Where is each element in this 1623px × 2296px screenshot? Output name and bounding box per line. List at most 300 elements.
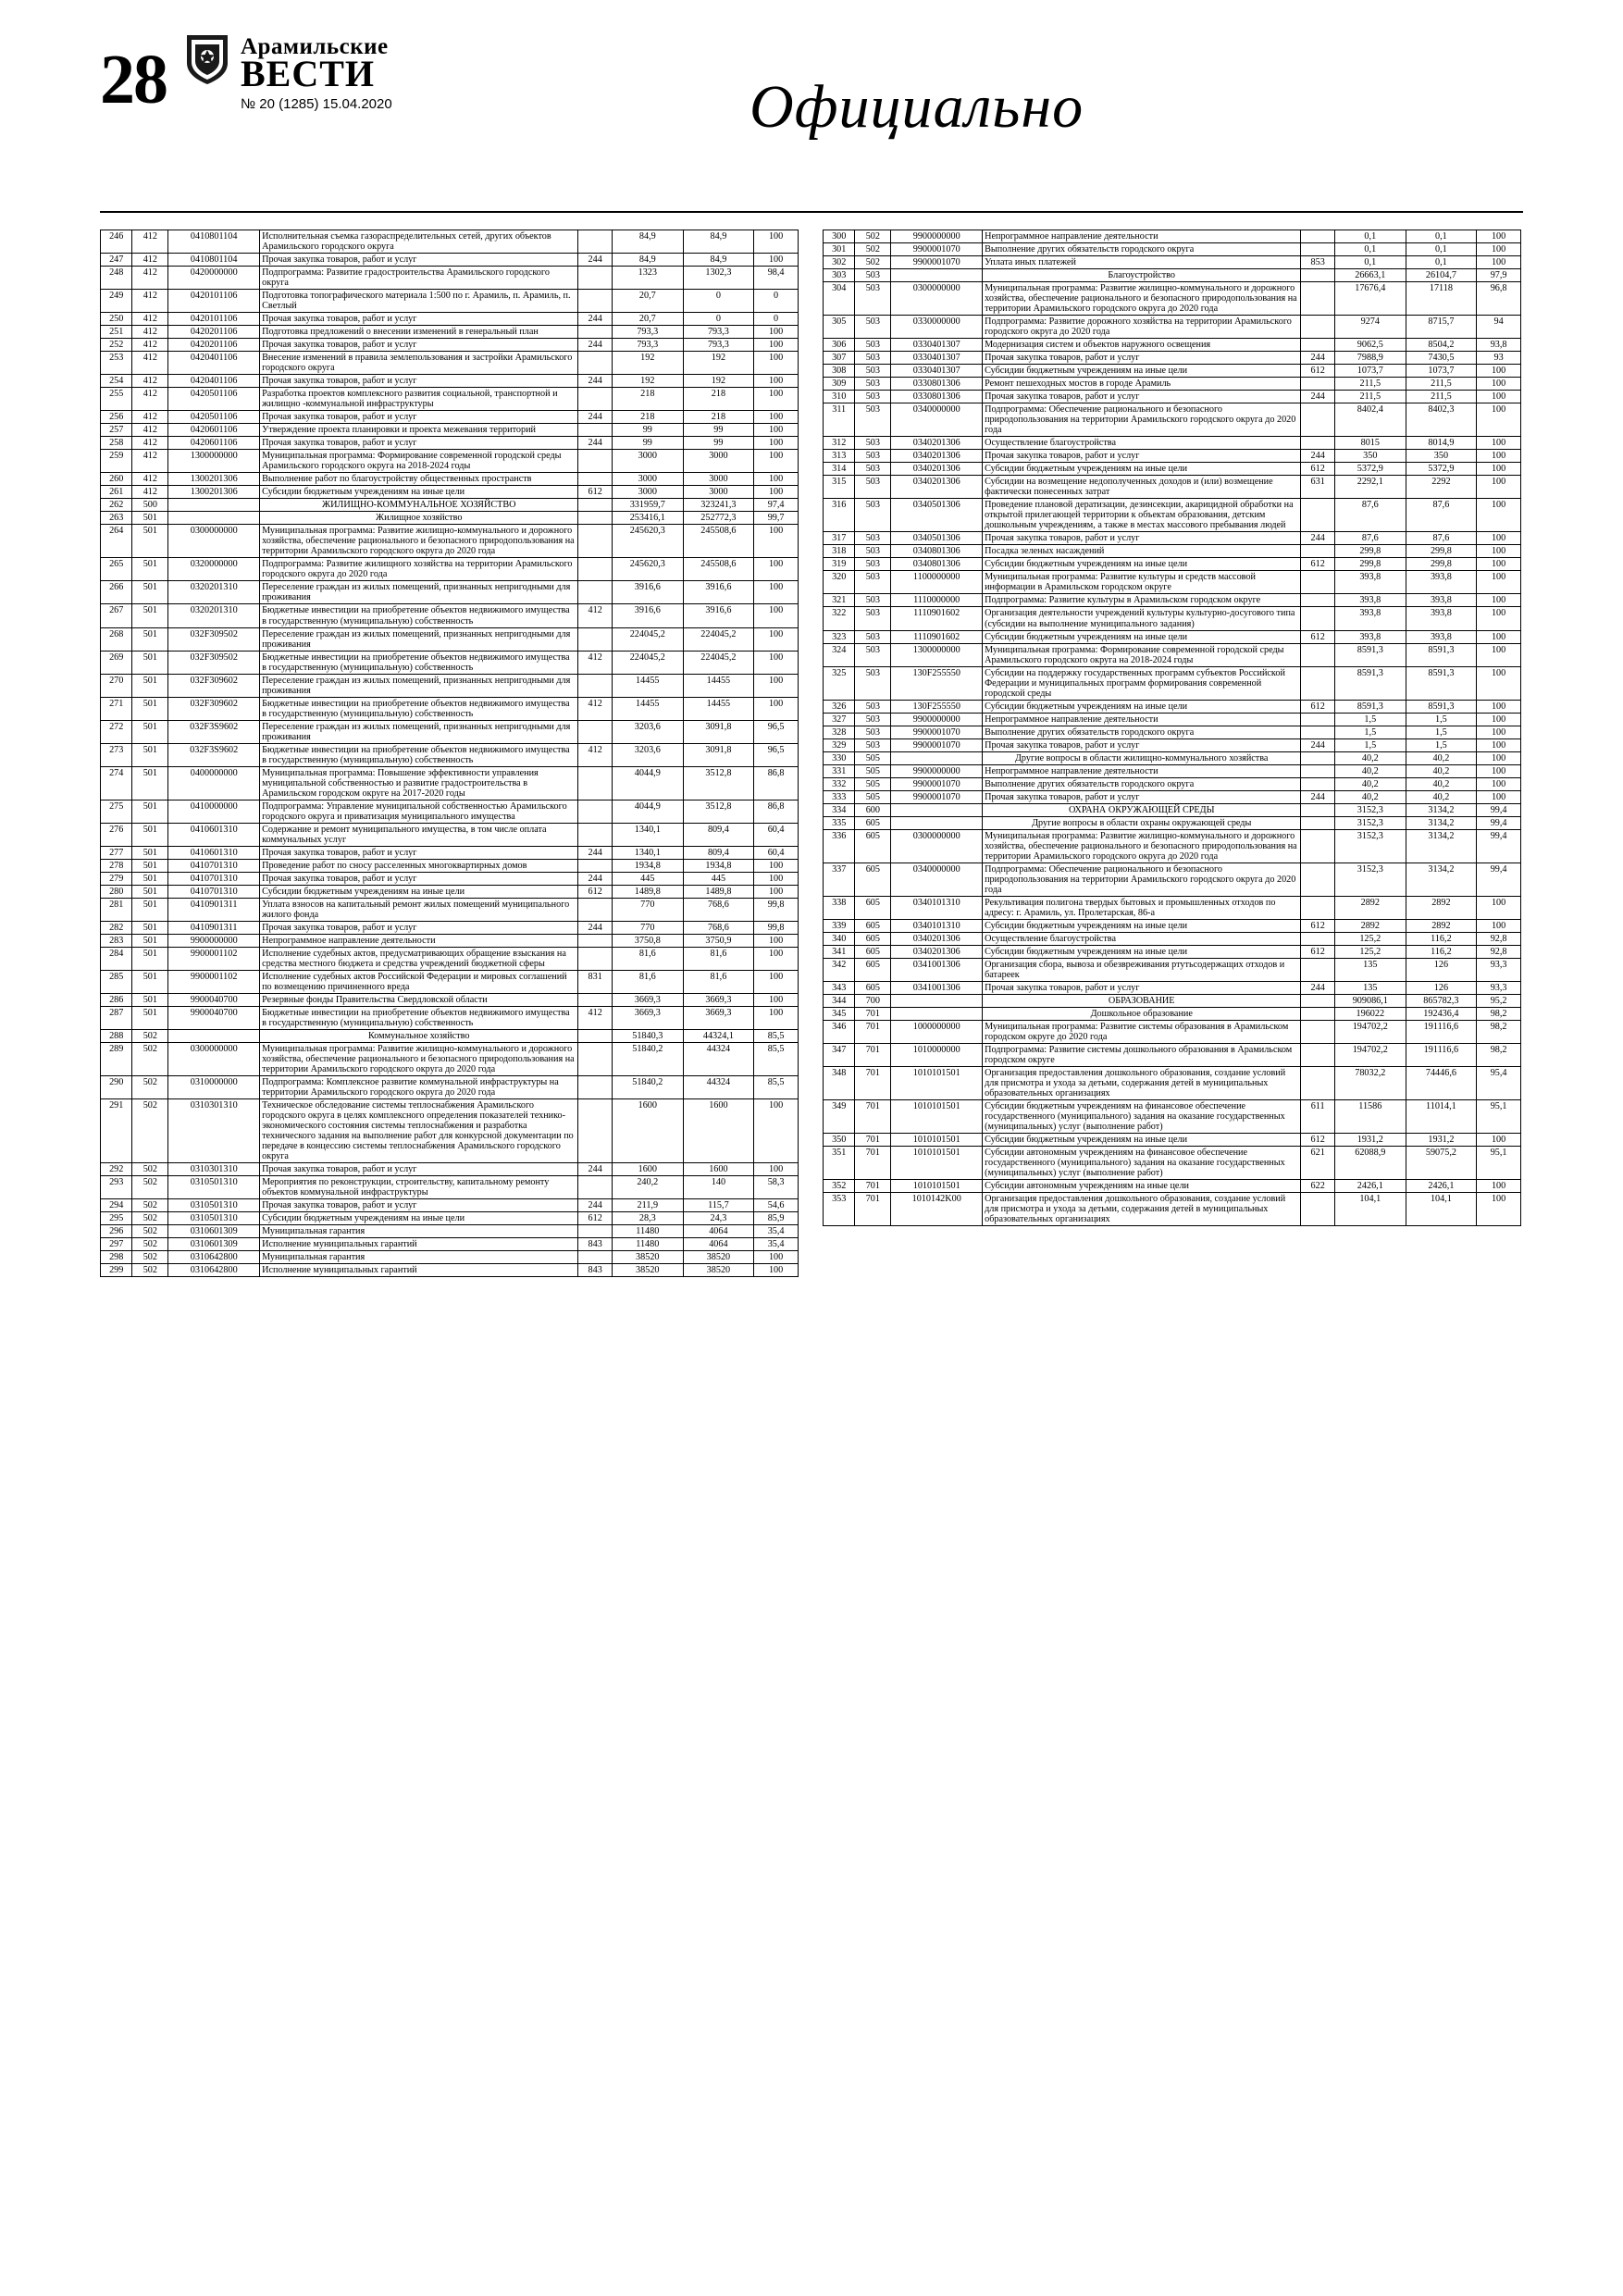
- table-cell: 1010101501: [891, 1180, 983, 1193]
- table-cell: 211,5: [1406, 378, 1477, 391]
- table-cell: 412: [132, 388, 168, 411]
- table-cell: [578, 326, 613, 339]
- table-row: [824, 777, 1521, 790]
- table-cell: 612: [1301, 945, 1335, 958]
- table-cell: 317: [824, 532, 855, 545]
- table-cell: ЖИЛИЩНО-КОММУНАЛЬНОЕ ХОЗЯЙСТВО: [260, 499, 578, 512]
- table-cell: ОХРАНА ОКРУЖАЮЩЕЙ СРЕДЫ: [983, 803, 1301, 816]
- table-row: [101, 375, 799, 388]
- table-row: [824, 352, 1521, 365]
- table-cell: Субсидии бюджетным учреждениям на иные цели: [983, 919, 1301, 932]
- table-cell: 44324: [683, 1043, 754, 1076]
- table-cell: Подпрограмма: Обеспечение рационального и безопасного природопользования на территории Арамильского городского округа до 2020 года: [983, 403, 1301, 437]
- table-cell: 412: [132, 473, 168, 486]
- table-cell: 1010000000: [891, 1044, 983, 1067]
- table-cell: 224045,2: [683, 627, 754, 651]
- table-cell: 246: [101, 230, 132, 254]
- table-cell: [1301, 1067, 1335, 1100]
- table-cell: 412: [132, 267, 168, 290]
- table-cell: Содержание и ремонт муниципального имущества, в том числе оплата коммунальных услуг: [260, 823, 578, 846]
- table-cell: 74446,6: [1406, 1067, 1477, 1100]
- table-cell: 323241,3: [683, 499, 754, 512]
- table-cell: 0310501310: [168, 1176, 260, 1199]
- table-row: [101, 898, 799, 921]
- table-row: [101, 1163, 799, 1176]
- table-row: [101, 800, 799, 823]
- table-cell: 501: [132, 846, 168, 859]
- table-row: [824, 391, 1521, 403]
- table-cell: 0410801104: [168, 230, 260, 254]
- table-cell: 324: [824, 643, 855, 666]
- table-cell: 300: [824, 230, 855, 243]
- table-row: [101, 1251, 799, 1264]
- table-cell: 503: [855, 594, 891, 607]
- table-cell: 274: [101, 766, 132, 800]
- table-cell: Бюджетные инвестиции на приобретение объектов недвижимого имущества в государственную (муниципальную) собственность: [260, 697, 578, 720]
- table-cell: 192: [683, 352, 754, 375]
- table-row: [824, 1067, 1521, 1100]
- table-cell: Выполнение других обязательств городского округа: [983, 243, 1301, 256]
- table-cell: 3091,8: [683, 720, 754, 743]
- table-cell: 0: [683, 290, 754, 313]
- table-cell: Ремонт пешеходных мостов в городе Арамиль: [983, 378, 1301, 391]
- table-cell: 9900001070: [891, 777, 983, 790]
- table-cell: 192436,4: [1406, 1008, 1477, 1021]
- table-cell: 40,2: [1406, 777, 1477, 790]
- table-cell: 352: [824, 1180, 855, 1193]
- table-cell: 0330000000: [891, 316, 983, 339]
- table-cell: 0410901311: [168, 921, 260, 934]
- table-row: [824, 958, 1521, 981]
- table-cell: Прочая закупка товаров, работ и услуг: [260, 1163, 578, 1176]
- table-cell: [1301, 499, 1335, 532]
- table-cell: Муниципальная программа: Формирование современной городской среды Арамильского городского округа на 2018-2024 годы: [983, 643, 1301, 666]
- table-cell: 244: [578, 375, 613, 388]
- table-cell: 612: [1301, 558, 1335, 571]
- table-cell: 99: [683, 424, 754, 437]
- table-cell: 032F309602: [168, 674, 260, 697]
- table-cell: 0330401307: [891, 352, 983, 365]
- table-cell: 100: [1477, 630, 1521, 643]
- table-row: [101, 743, 799, 766]
- table-cell: 20,7: [612, 313, 683, 326]
- table-cell: 8015: [1334, 437, 1406, 450]
- table-cell: 81,6: [683, 947, 754, 970]
- table-row: [824, 476, 1521, 499]
- table-cell: 297: [101, 1238, 132, 1251]
- table-cell: Субсидии бюджетным учреждениям на иные цели: [260, 486, 578, 499]
- table-cell: 700: [855, 994, 891, 1007]
- table-cell: Прочая закупка товаров, работ и услуг: [260, 1199, 578, 1212]
- table-cell: [578, 1030, 613, 1043]
- table-cell: 84,9: [683, 254, 754, 267]
- table-cell: 0310642800: [168, 1251, 260, 1264]
- table-cell: 701: [855, 1044, 891, 1067]
- table-cell: 770: [612, 921, 683, 934]
- table-cell: 115,7: [683, 1199, 754, 1212]
- table-cell: 26104,7: [1406, 269, 1477, 282]
- table-row: [101, 885, 799, 898]
- table-row: [101, 604, 799, 627]
- table-cell: 299: [101, 1264, 132, 1277]
- table-cell: 502: [132, 1076, 168, 1099]
- table-cell: 412: [132, 450, 168, 473]
- table-cell: 272: [101, 720, 132, 743]
- table-cell: 793,3: [683, 326, 754, 339]
- table-cell: Прочая закупка товаров, работ и услуг: [260, 254, 578, 267]
- table-cell: 94: [1477, 316, 1521, 339]
- table-cell: 0330801306: [891, 378, 983, 391]
- table-cell: Переселение граждан из жилых помещений, признанных непригодными для проживания: [260, 627, 578, 651]
- table-cell: 505: [855, 777, 891, 790]
- table-cell: 501: [132, 558, 168, 581]
- table-cell: 100: [1477, 378, 1521, 391]
- table-cell: Подпрограмма: Развитие системы дошкольного образования в Арамильском городском округе: [983, 1044, 1301, 1067]
- table-cell: 503: [855, 450, 891, 463]
- table-cell: [1301, 816, 1335, 829]
- table-row: [824, 532, 1521, 545]
- table-cell: 501: [132, 970, 168, 993]
- table-cell: 93,3: [1477, 958, 1521, 981]
- table-cell: 393,8: [1406, 630, 1477, 643]
- table-cell: [578, 674, 613, 697]
- table-cell: 1600: [612, 1163, 683, 1176]
- table-cell: 245620,3: [612, 558, 683, 581]
- table-cell: 3512,8: [683, 766, 754, 800]
- table-cell: Непрограммное направление деятельности: [983, 230, 1301, 243]
- table-cell: 5372,9: [1334, 463, 1406, 476]
- table-cell: 339: [824, 919, 855, 932]
- table-cell: 2892: [1406, 896, 1477, 919]
- table-cell: 318: [824, 545, 855, 558]
- table-cell: 502: [132, 1030, 168, 1043]
- table-cell: 346: [824, 1021, 855, 1044]
- table-row: [101, 326, 799, 339]
- table-cell: 104,1: [1334, 1193, 1406, 1226]
- table-row: [101, 872, 799, 885]
- table-cell: Бюджетные инвестиции на приобретение объектов недвижимого имущества в государственную (муниципальную) собственность: [260, 1007, 578, 1030]
- table-cell: 294: [101, 1199, 132, 1212]
- table-cell: 501: [132, 947, 168, 970]
- table-cell: Муниципальная программа: Развитие жилищно-коммунального и дорожного хозяйства, обеспечение рационального и безопасного природопользования на территории Арамильского городского округа до 2020 года: [260, 1043, 578, 1076]
- table-cell: Переселение граждан из жилых помещений, признанных непригодными для проживания: [260, 674, 578, 697]
- table-cell: 502: [855, 243, 891, 256]
- table-cell: 135: [1334, 981, 1406, 994]
- table-cell: 100: [1477, 751, 1521, 764]
- table-cell: 0340000000: [891, 863, 983, 896]
- table-cell: 100: [1477, 256, 1521, 269]
- table-cell: 84,9: [612, 254, 683, 267]
- table-cell: 345: [824, 1008, 855, 1021]
- table-cell: 605: [855, 816, 891, 829]
- table-cell: [1301, 751, 1335, 764]
- table-cell: 502: [855, 256, 891, 269]
- table-cell: 211,5: [1334, 391, 1406, 403]
- table-cell: [578, 720, 613, 743]
- table-row: [824, 282, 1521, 316]
- table-cell: 244: [578, 921, 613, 934]
- table-cell: 1110901602: [891, 630, 983, 643]
- table-row: [824, 1008, 1521, 1021]
- table-cell: Муниципальная гарантия: [260, 1225, 578, 1238]
- table-cell: 1600: [683, 1099, 754, 1163]
- table-cell: 502: [132, 1264, 168, 1277]
- table-cell: 100: [1477, 896, 1521, 919]
- table-cell: 0340801306: [891, 558, 983, 571]
- table-cell: 326: [824, 700, 855, 713]
- table-cell: 59075,2: [1406, 1147, 1477, 1180]
- table-cell: 35,4: [754, 1225, 799, 1238]
- table-cell: 81,6: [612, 947, 683, 970]
- table-cell: 501: [132, 766, 168, 800]
- table-cell: 412: [132, 326, 168, 339]
- table-cell: 503: [855, 571, 891, 594]
- table-cell: 605: [855, 829, 891, 863]
- table-cell: 770: [612, 898, 683, 921]
- table-cell: Подпрограмма: Развитие жилищного хозяйства на территории Арамильского городского округа до 2020 года: [260, 558, 578, 581]
- table-cell: 38520: [612, 1251, 683, 1264]
- table-cell: 3134,2: [1406, 803, 1477, 816]
- table-cell: 135: [1334, 958, 1406, 981]
- table-cell: 4064: [683, 1225, 754, 1238]
- table-cell: 261: [101, 486, 132, 499]
- table-cell: 3669,3: [683, 1007, 754, 1030]
- table-cell: 24,3: [683, 1212, 754, 1225]
- table-cell: 331: [824, 764, 855, 777]
- table-cell: 1300201306: [168, 473, 260, 486]
- table-cell: 40,2: [1406, 790, 1477, 803]
- table-cell: 86,8: [754, 766, 799, 800]
- header-divider: [100, 211, 1523, 213]
- table-cell: [1301, 230, 1335, 243]
- table-cell: Подпрограмма: Развитие культуры в Арамильском городском округе: [983, 594, 1301, 607]
- table-cell: 3203,6: [612, 743, 683, 766]
- table-cell: 0420101106: [168, 313, 260, 326]
- table-row: [824, 607, 1521, 630]
- table-cell: 100: [754, 627, 799, 651]
- table-cell: Исполнительная съемка газораспределительных сетей, других объектов Арамильского городского округа: [260, 230, 578, 254]
- table-cell: 40,2: [1406, 764, 1477, 777]
- table-cell: 412: [132, 486, 168, 499]
- table-cell: Модернизация систем и объектов наружного освещения: [983, 339, 1301, 352]
- table-row: [824, 545, 1521, 558]
- table-cell: 100: [754, 674, 799, 697]
- table-cell: 8715,7: [1406, 316, 1477, 339]
- table-cell: 130F255550: [891, 666, 983, 700]
- table-cell: 99,7: [754, 512, 799, 525]
- table-cell: 3000: [612, 450, 683, 473]
- table-cell: 100: [754, 885, 799, 898]
- table-cell: 1300000000: [891, 643, 983, 666]
- table-cell: Утверждение проекта планировки и проекта межевания территорий: [260, 424, 578, 437]
- table-row: [101, 339, 799, 352]
- table-cell: 793,3: [612, 339, 683, 352]
- table-cell: 100: [754, 1251, 799, 1264]
- table-cell: 98,2: [1477, 1008, 1521, 1021]
- table-cell: 258: [101, 437, 132, 450]
- table-cell: 299,8: [1406, 545, 1477, 558]
- table-row: [101, 230, 799, 254]
- table-cell: 244: [578, 846, 613, 859]
- table-cell: 276: [101, 823, 132, 846]
- table-cell: 244: [578, 254, 613, 267]
- issue-info: № 20 (1285) 15.04.2020: [241, 96, 392, 112]
- table-cell: 505: [855, 790, 891, 803]
- table-row: [824, 932, 1521, 945]
- table-cell: 78032,2: [1334, 1067, 1406, 1100]
- table-cell: 290: [101, 1076, 132, 1099]
- table-cell: 299,8: [1406, 558, 1477, 571]
- table-cell: 9900000000: [891, 713, 983, 726]
- table-cell: 330: [824, 751, 855, 764]
- table-cell: 289: [101, 1043, 132, 1076]
- table-row: [101, 1199, 799, 1212]
- table-cell: 351: [824, 1147, 855, 1180]
- table-cell: 99,4: [1477, 863, 1521, 896]
- table-cell: Рекультивация полигона твердых бытовых и промышленных отходов по адресу: г. Арамиль, ул. Пролетарская, 86-а: [983, 896, 1301, 919]
- table-cell: 501: [132, 994, 168, 1007]
- table-cell: 3916,6: [612, 581, 683, 604]
- table-cell: 1934,8: [683, 859, 754, 872]
- table-cell: Прочая закупка товаров, работ и услуг: [983, 738, 1301, 751]
- table-cell: ОБРАЗОВАНИЕ: [983, 994, 1301, 1007]
- table-cell: 244: [1301, 450, 1335, 463]
- table-cell: 1,5: [1406, 726, 1477, 738]
- table-cell: 100: [1477, 243, 1521, 256]
- table-cell: 283: [101, 934, 132, 947]
- table-cell: 701: [855, 1134, 891, 1147]
- table-cell: 319: [824, 558, 855, 571]
- table-cell: Выполнение других обязательств городского округа: [983, 777, 1301, 790]
- table-cell: 51840,2: [612, 1076, 683, 1099]
- table-cell: 100: [754, 934, 799, 947]
- table-cell: 502: [132, 1251, 168, 1264]
- table-cell: 100: [754, 254, 799, 267]
- table-cell: [1301, 403, 1335, 437]
- table-cell: 3000: [612, 486, 683, 499]
- table-cell: [1301, 896, 1335, 919]
- table-cell: Субсидии бюджетным учреждениям на иные цели: [983, 463, 1301, 476]
- table-cell: 0: [683, 313, 754, 326]
- table-cell: 350: [1406, 450, 1477, 463]
- table-cell: 412: [132, 290, 168, 313]
- table-cell: 11480: [612, 1225, 683, 1238]
- table-cell: 1000000000: [891, 1021, 983, 1044]
- table-cell: 245508,6: [683, 525, 754, 558]
- table-cell: Исполнение муниципальных гарантий: [260, 1264, 578, 1277]
- table-cell: 218: [612, 388, 683, 411]
- table-cell: 501: [132, 823, 168, 846]
- table-row: [101, 290, 799, 313]
- table-cell: 412: [578, 1007, 613, 1030]
- table-cell: 3000: [683, 473, 754, 486]
- table-cell: 40,2: [1334, 764, 1406, 777]
- table-cell: 305: [824, 316, 855, 339]
- table-cell: [578, 267, 613, 290]
- table-cell: Организация сбора, вывоза и обезвреживания ртутьсодержащих отходов и батареек: [983, 958, 1301, 981]
- table-row: [824, 499, 1521, 532]
- table-cell: 8591,3: [1406, 666, 1477, 700]
- table-cell: 501: [132, 743, 168, 766]
- table-cell: 224045,2: [683, 651, 754, 674]
- table-cell: 329: [824, 738, 855, 751]
- table-cell: [1301, 666, 1335, 700]
- table-cell: 0320201310: [168, 604, 260, 627]
- table-cell: 100: [754, 651, 799, 674]
- table-cell: 11014,1: [1406, 1100, 1477, 1134]
- table-cell: Муниципальная программа: Повышение эффективности управления муниципальной собственностью и развитие градостроительства в Арамильском городском округе на 2017-2020 годы: [260, 766, 578, 800]
- table-cell: 247: [101, 254, 132, 267]
- table-cell: 0410701310: [168, 885, 260, 898]
- table-cell: [578, 859, 613, 872]
- table-cell: 701: [855, 1100, 891, 1134]
- table-row: [101, 1076, 799, 1099]
- table-cell: 100: [1477, 403, 1521, 437]
- table-cell: 325: [824, 666, 855, 700]
- table-cell: Бюджетные инвестиции на приобретение объектов недвижимого имущества в государственную (муниципальную) собственность: [260, 604, 578, 627]
- table-cell: 0,1: [1406, 243, 1477, 256]
- table-cell: 100: [754, 411, 799, 424]
- brand-line-2: ВЕСТИ: [241, 53, 376, 94]
- table-cell: 1,5: [1334, 726, 1406, 738]
- table-cell: 9062,5: [1334, 339, 1406, 352]
- table-row: [824, 751, 1521, 764]
- table-cell: 51840,3: [612, 1030, 683, 1043]
- table-row: [824, 1193, 1521, 1226]
- table-cell: 100: [1477, 571, 1521, 594]
- table-cell: Организация предоставления дошкольного образования, создание условий для присмотра и ухода за детьми, содержания детей в муниципальных образовательных организациях: [983, 1193, 1301, 1226]
- table-cell: 600: [855, 803, 891, 816]
- table-cell: 843: [578, 1264, 613, 1277]
- table-cell: 279: [101, 872, 132, 885]
- table-cell: Муниципальная программа: Развитие жилищно-коммунального и дорожного хозяйства, обеспечение рационального и безопасного природопользования на территории Арамильского городского округа до 2020 года: [983, 829, 1301, 863]
- table-cell: 0310501310: [168, 1199, 260, 1212]
- table-row: [824, 450, 1521, 463]
- table-cell: 412: [578, 743, 613, 766]
- table-cell: Прочая закупка товаров, работ и услуг: [260, 846, 578, 859]
- table-cell: 502: [855, 230, 891, 243]
- table-cell: Непрограммное направление деятельности: [983, 713, 1301, 726]
- table-cell: Подпрограмма: Развитие градостроительства Арамильского городского округа: [260, 267, 578, 290]
- table-cell: [578, 1076, 613, 1099]
- left-column: [100, 230, 799, 1277]
- table-cell: 28,3: [612, 1212, 683, 1225]
- table-cell: 126: [1406, 981, 1477, 994]
- table-row: [101, 499, 799, 512]
- table-row: [824, 365, 1521, 378]
- table-cell: 8014,9: [1406, 437, 1477, 450]
- table-row: [824, 1147, 1521, 1180]
- table-cell: 327: [824, 713, 855, 726]
- table-cell: Коммунальное хозяйство: [260, 1030, 578, 1043]
- table-cell: 282: [101, 921, 132, 934]
- table-cell: [891, 816, 983, 829]
- table-cell: Подпрограмма: Обеспечение рационального и безопасного природопользования на территории Арамильского городского округа до 2020 года: [983, 863, 1301, 896]
- table-cell: 503: [855, 352, 891, 365]
- table-cell: 0340201306: [891, 932, 983, 945]
- table-cell: 38520: [683, 1264, 754, 1277]
- table-row: [824, 764, 1521, 777]
- table-cell: 267: [101, 604, 132, 627]
- table-cell: 701: [855, 1067, 891, 1100]
- table-cell: 244: [1301, 352, 1335, 365]
- table-cell: 032F3S9602: [168, 743, 260, 766]
- table-cell: 3669,3: [612, 1007, 683, 1030]
- table-cell: 98,2: [1477, 1021, 1521, 1044]
- table-cell: 3916,6: [683, 604, 754, 627]
- table-cell: 2292: [1406, 476, 1477, 499]
- table-cell: 218: [612, 411, 683, 424]
